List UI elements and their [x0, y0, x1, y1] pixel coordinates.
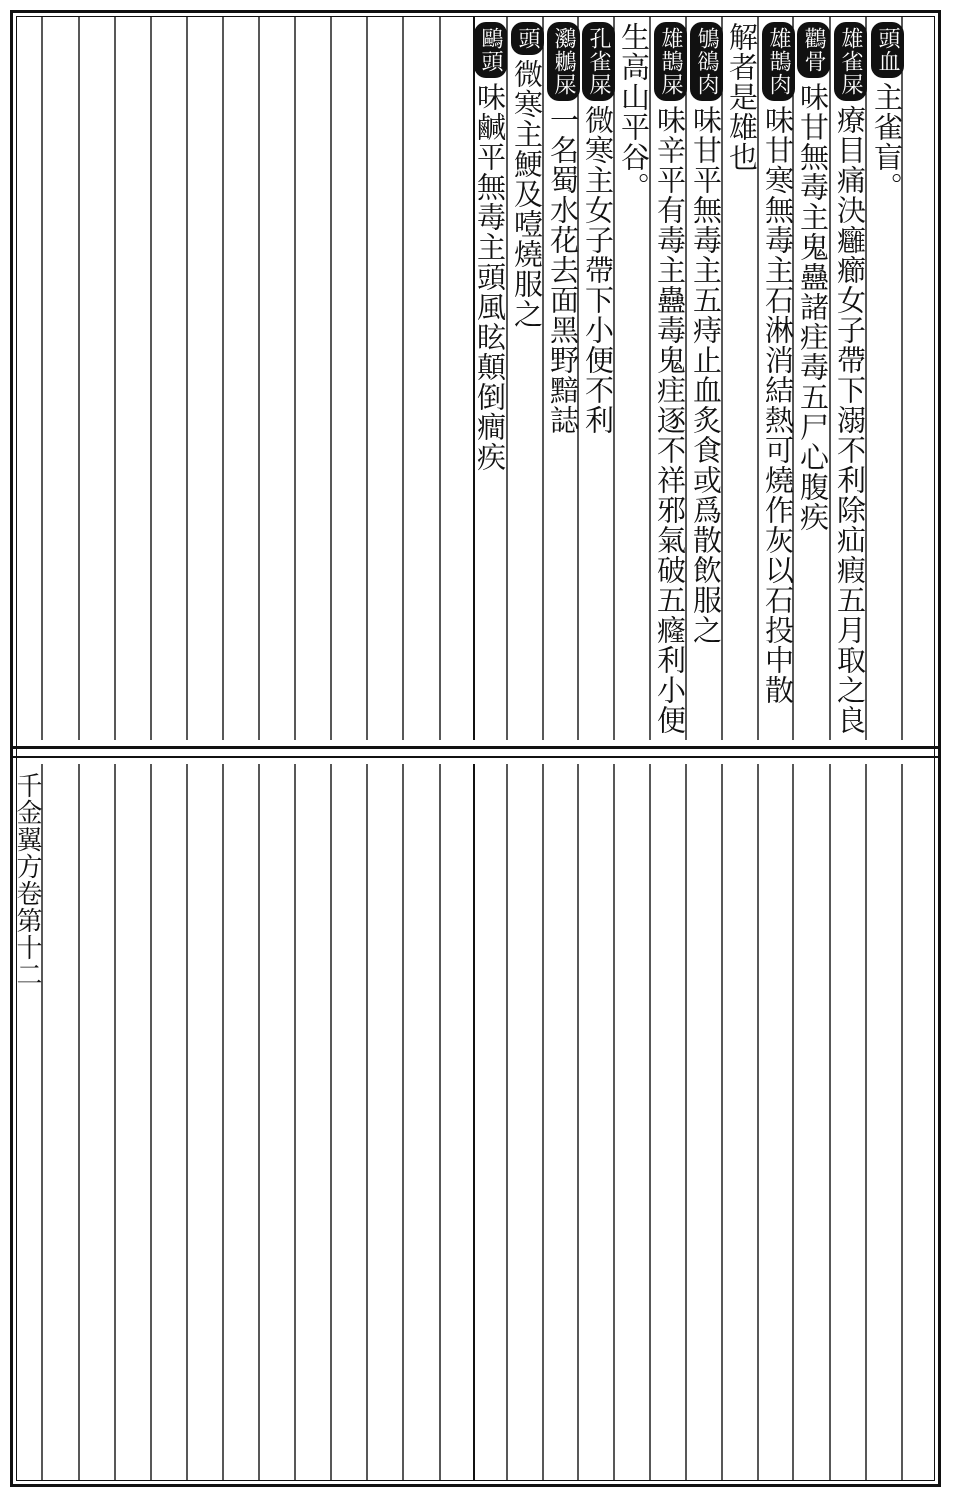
text-column-3	[795, 22, 830, 532]
entry-text: 主雀盲。	[870, 82, 904, 202]
page-divider	[10, 746, 941, 749]
entry-text: 味甘平無毒主五痔止血炙食或爲散飲服之	[689, 105, 723, 645]
entry-text: 生高山平谷。	[617, 22, 651, 202]
entry-heading: 孔雀屎	[582, 22, 615, 101]
text-column-11	[509, 22, 544, 329]
entry-text: 療目痛決癰癤女子帶下溺不利除疝瘕五月取之良	[833, 105, 867, 735]
entry-heading: 頭	[511, 22, 544, 55]
entry-heading: 鸛骨	[797, 22, 830, 78]
text-column-2	[832, 22, 867, 735]
text-column-8	[616, 22, 651, 202]
entry-heading: 鷗頭	[474, 22, 507, 78]
text-column-7	[652, 22, 687, 735]
entry-heading: 雄雀屎	[834, 22, 867, 101]
page-divider-inner	[10, 756, 941, 758]
entry-heading: 雄鵲肉	[762, 22, 795, 101]
text-column-5	[724, 22, 759, 172]
text-column-6	[688, 22, 723, 645]
entry-text: 微寒主鯁及噎燒服之	[510, 59, 544, 329]
text-column-10	[545, 22, 580, 435]
entry-text: 解者是雄也	[725, 22, 759, 172]
text-column-12	[472, 22, 507, 472]
entry-heading: 雄鵲屎	[654, 22, 687, 101]
text-column-9	[580, 22, 615, 435]
entry-heading: 鴝鵒肉	[690, 22, 723, 101]
entry-text: 微寒主女子帶下小便不利	[581, 105, 615, 435]
entry-heading: 頭血	[871, 22, 904, 78]
entry-text: 一名蜀水花去面黑野黯誌	[546, 105, 580, 435]
entry-text: 味甘寒無毒主石淋消結熱可燒作灰以石投中散	[761, 105, 795, 705]
running-title: 千金翼方卷第十二	[12, 772, 42, 988]
text-column-1	[869, 22, 904, 202]
entry-heading: 鸂鶒屎	[547, 22, 580, 101]
entry-text: 味辛平有毒主蠱毒鬼疰逐不祥邪氣破五癃利小便	[653, 105, 687, 735]
entry-text: 味鹹平無毒主頭風眩顛倒癎疾	[473, 82, 507, 472]
text-column-4	[760, 22, 795, 705]
entry-text: 味甘無毒主鬼蠱諸疰毒五尸心腹疾	[796, 82, 830, 532]
